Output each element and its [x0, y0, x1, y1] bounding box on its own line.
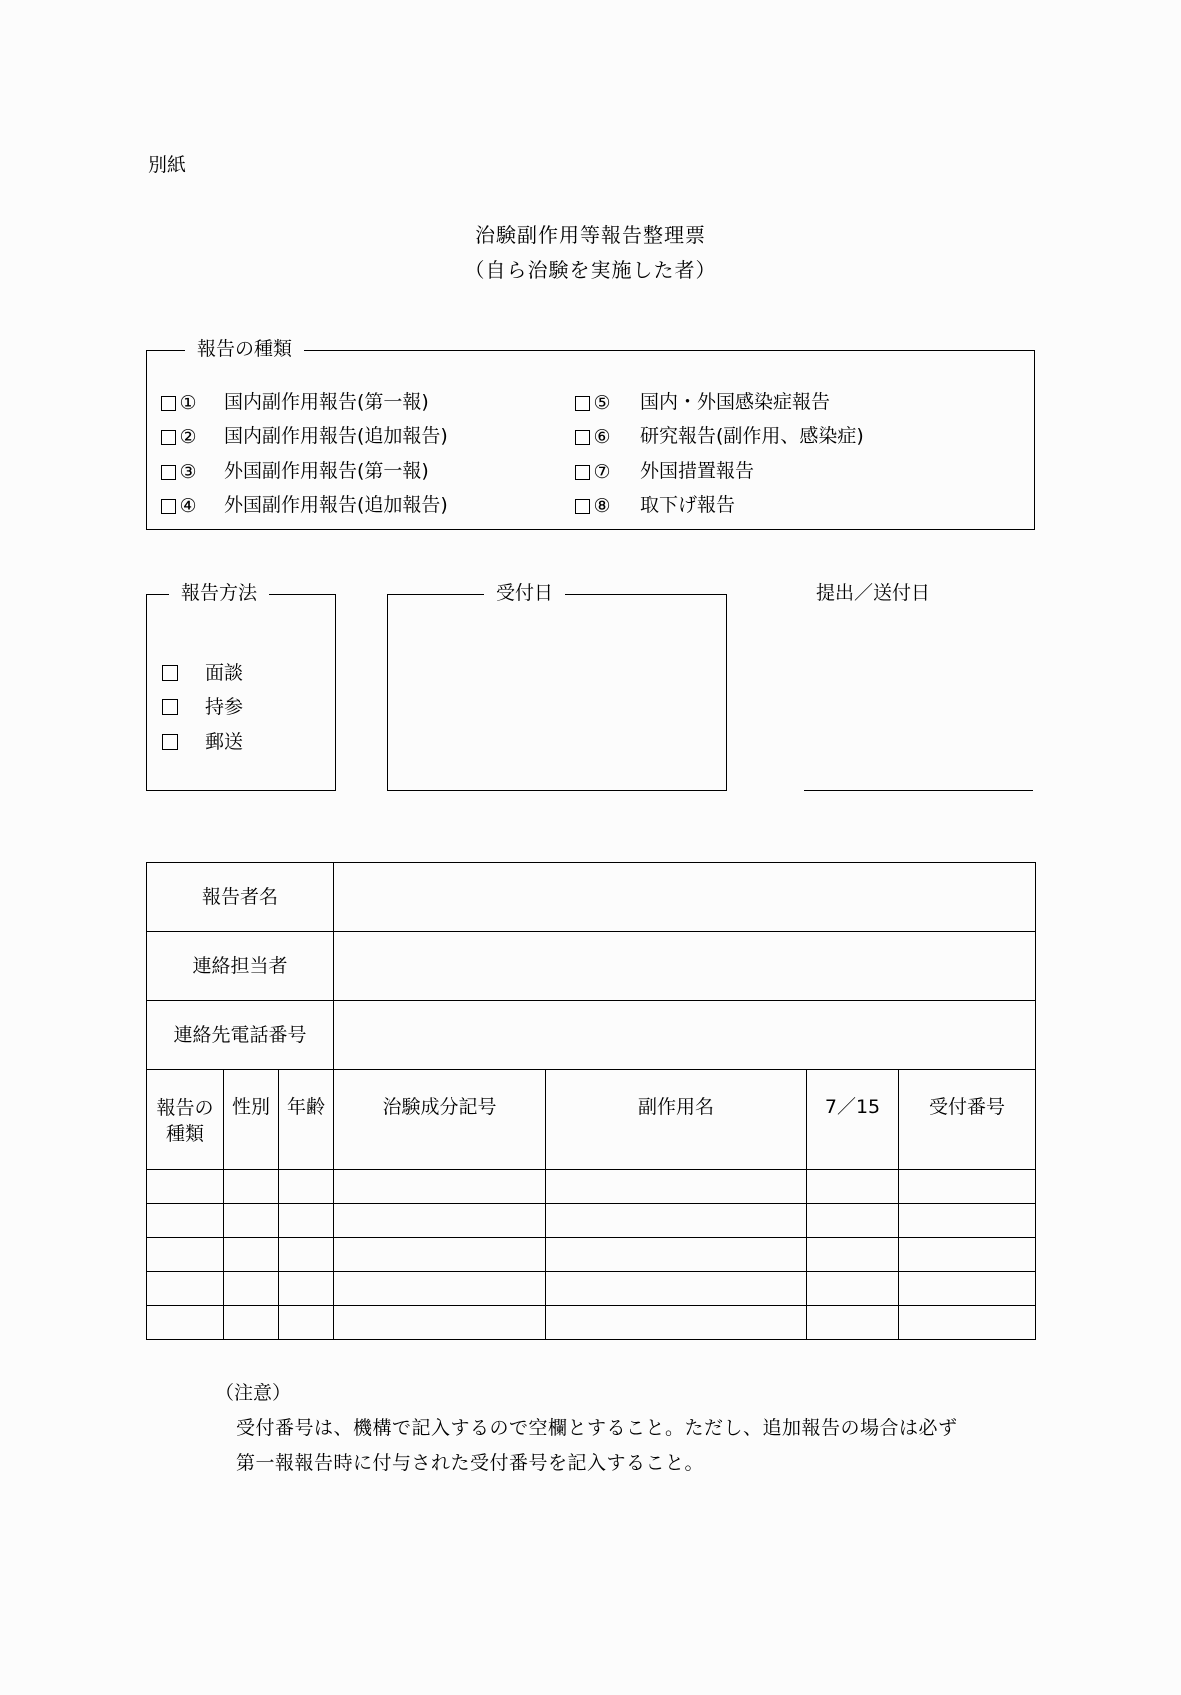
header-reception-number: 受付番号	[899, 1070, 1036, 1170]
cell-reception-number[interactable]	[899, 1204, 1036, 1238]
contact-phone-row	[147, 1001, 1036, 1070]
cell-adverse-reaction[interactable]	[546, 1170, 807, 1204]
cell-report-type[interactable]	[147, 1306, 224, 1340]
cell-compound-code[interactable]	[334, 1238, 546, 1272]
submission-date-field[interactable]	[804, 790, 1033, 791]
cell-report-type[interactable]	[147, 1170, 224, 1204]
reporter-name-row	[147, 863, 1036, 932]
checkbox[interactable]	[161, 499, 176, 514]
header-report-type	[147, 1070, 224, 1170]
contact-person-field[interactable]	[334, 932, 1036, 1001]
table-row	[147, 1238, 1036, 1272]
report-type-label: 研究報告(副作用、感染症)	[640, 425, 864, 447]
cell-sex[interactable]	[224, 1238, 279, 1272]
cell-sex[interactable]	[224, 1204, 279, 1238]
report-type-label: 国内副作用報告(追加報告)	[224, 425, 448, 447]
table-row	[147, 1204, 1036, 1238]
cell-sex[interactable]	[224, 1306, 279, 1340]
cell-compound-code[interactable]	[334, 1170, 546, 1204]
method-option-hand-delivery[interactable]	[162, 696, 243, 718]
cell-reception-number[interactable]	[899, 1170, 1036, 1204]
table-row	[147, 1170, 1036, 1204]
cell-sex[interactable]	[224, 1272, 279, 1306]
header-age: 年齢	[279, 1070, 334, 1170]
cell-sex[interactable]	[224, 1170, 279, 1204]
cell-age[interactable]	[279, 1238, 334, 1272]
cell-age[interactable]	[279, 1204, 334, 1238]
cell-compound-code[interactable]	[334, 1306, 546, 1340]
cell-age[interactable]	[279, 1306, 334, 1340]
cell-reception-number[interactable]	[899, 1306, 1036, 1340]
header-deadline: 7／15	[807, 1070, 899, 1170]
report-type-label: 国内・外国感染症報告	[640, 391, 831, 413]
report-type-label: 国内副作用報告(第一報)	[224, 391, 429, 413]
cell-reception-number[interactable]	[899, 1272, 1036, 1306]
report-type-option-7[interactable]	[575, 461, 612, 483]
title-line-2: （自ら治験を実施した者）	[464, 258, 717, 282]
cell-adverse-reaction[interactable]	[546, 1272, 807, 1306]
table-row	[147, 1306, 1036, 1340]
checkbox[interactable]	[575, 465, 590, 480]
header-compound-code: 治験成分記号	[334, 1070, 546, 1170]
checkbox[interactable]	[575, 396, 590, 411]
cell-compound-code[interactable]	[334, 1272, 546, 1306]
table-header-row	[147, 1070, 1036, 1170]
notes-heading: （注意）	[215, 1382, 292, 1404]
cell-deadline[interactable]	[807, 1306, 899, 1340]
reception-date-field[interactable]	[387, 582, 727, 791]
report-type-option-4[interactable]	[161, 495, 198, 517]
attachment-label: 別紙	[148, 154, 187, 176]
header-sex: 性別	[224, 1070, 279, 1170]
cell-deadline[interactable]	[807, 1170, 899, 1204]
contact-person-row	[147, 932, 1036, 1001]
checkbox[interactable]	[575, 430, 590, 445]
checkbox[interactable]	[161, 465, 176, 480]
checkbox[interactable]	[161, 430, 176, 445]
cell-report-type[interactable]	[147, 1204, 224, 1238]
report-method-group	[146, 582, 336, 791]
cell-compound-code[interactable]	[334, 1204, 546, 1238]
checkbox[interactable]	[162, 699, 178, 715]
report-type-label: 外国措置報告	[640, 460, 755, 482]
cell-age[interactable]	[279, 1170, 334, 1204]
reporter-name-field[interactable]	[334, 863, 1036, 932]
title-line-1: 治験副作用等報告整理票	[475, 223, 706, 247]
reporter-name-label: 報告者名	[147, 863, 334, 932]
report-type-option-2[interactable]	[161, 426, 198, 448]
method-label: 郵送	[205, 730, 244, 753]
checkbox[interactable]	[575, 499, 590, 514]
report-type-option-1[interactable]	[161, 392, 198, 414]
report-type-group	[146, 338, 1035, 530]
reception-date-legend: 受付日	[484, 584, 565, 603]
contact-phone-label: 連絡先電話番号	[147, 1001, 334, 1070]
cell-adverse-reaction[interactable]	[546, 1306, 807, 1340]
header-adverse-reaction: 副作用名	[546, 1070, 807, 1170]
report-type-option-3[interactable]	[161, 461, 198, 483]
cell-report-type[interactable]	[147, 1238, 224, 1272]
option-number: ③	[179, 460, 197, 483]
cell-adverse-reaction[interactable]	[546, 1204, 807, 1238]
contact-phone-field[interactable]	[334, 1001, 1036, 1070]
report-type-option-6[interactable]	[575, 426, 612, 448]
cell-reception-number[interactable]	[899, 1238, 1036, 1272]
option-number: ⑧	[593, 494, 611, 517]
option-number: ④	[179, 494, 197, 517]
option-number: ⑤	[593, 391, 611, 414]
method-label: 面談	[205, 661, 244, 684]
report-table	[146, 862, 1036, 1340]
notes-line-1: 受付番号は、機構で記入するので空欄とすること。ただし、追加報告の場合は必ず	[236, 1417, 958, 1439]
report-type-label: 外国副作用報告(追加報告)	[224, 494, 448, 516]
cell-age[interactable]	[279, 1272, 334, 1306]
submission-date-label: 提出／送付日	[816, 582, 931, 604]
cell-deadline[interactable]	[807, 1204, 899, 1238]
option-number: ①	[179, 391, 197, 414]
header-report-type-line1: 報告の	[156, 1097, 214, 1119]
contact-person-label: 連絡担当者	[147, 932, 334, 1001]
method-label: 持参	[205, 695, 244, 718]
checkbox[interactable]	[162, 734, 178, 750]
option-number: ⑦	[593, 460, 611, 483]
cell-deadline[interactable]	[807, 1238, 899, 1272]
report-type-label: 外国副作用報告(第一報)	[224, 460, 429, 482]
header-report-type-line2: 種類	[165, 1122, 204, 1145]
report-type-option-5[interactable]	[575, 392, 612, 414]
report-type-option-8[interactable]	[575, 495, 612, 517]
cell-deadline[interactable]	[807, 1272, 899, 1306]
option-number: ⑥	[593, 425, 611, 448]
cell-adverse-reaction[interactable]	[546, 1238, 807, 1272]
report-method-legend: 報告方法	[169, 584, 269, 603]
report-type-label: 取下げ報告	[640, 494, 736, 516]
cell-report-type[interactable]	[147, 1272, 224, 1306]
table-row	[147, 1272, 1036, 1306]
checkbox[interactable]	[161, 396, 176, 411]
option-number: ②	[179, 425, 197, 448]
report-type-legend: 報告の種類	[185, 340, 304, 359]
notes-line-2: 第一報報告時に付与された受付番号を記入すること。	[236, 1452, 705, 1474]
method-option-mail[interactable]	[162, 731, 243, 753]
method-option-interview[interactable]	[162, 662, 243, 684]
checkbox[interactable]	[162, 665, 178, 681]
